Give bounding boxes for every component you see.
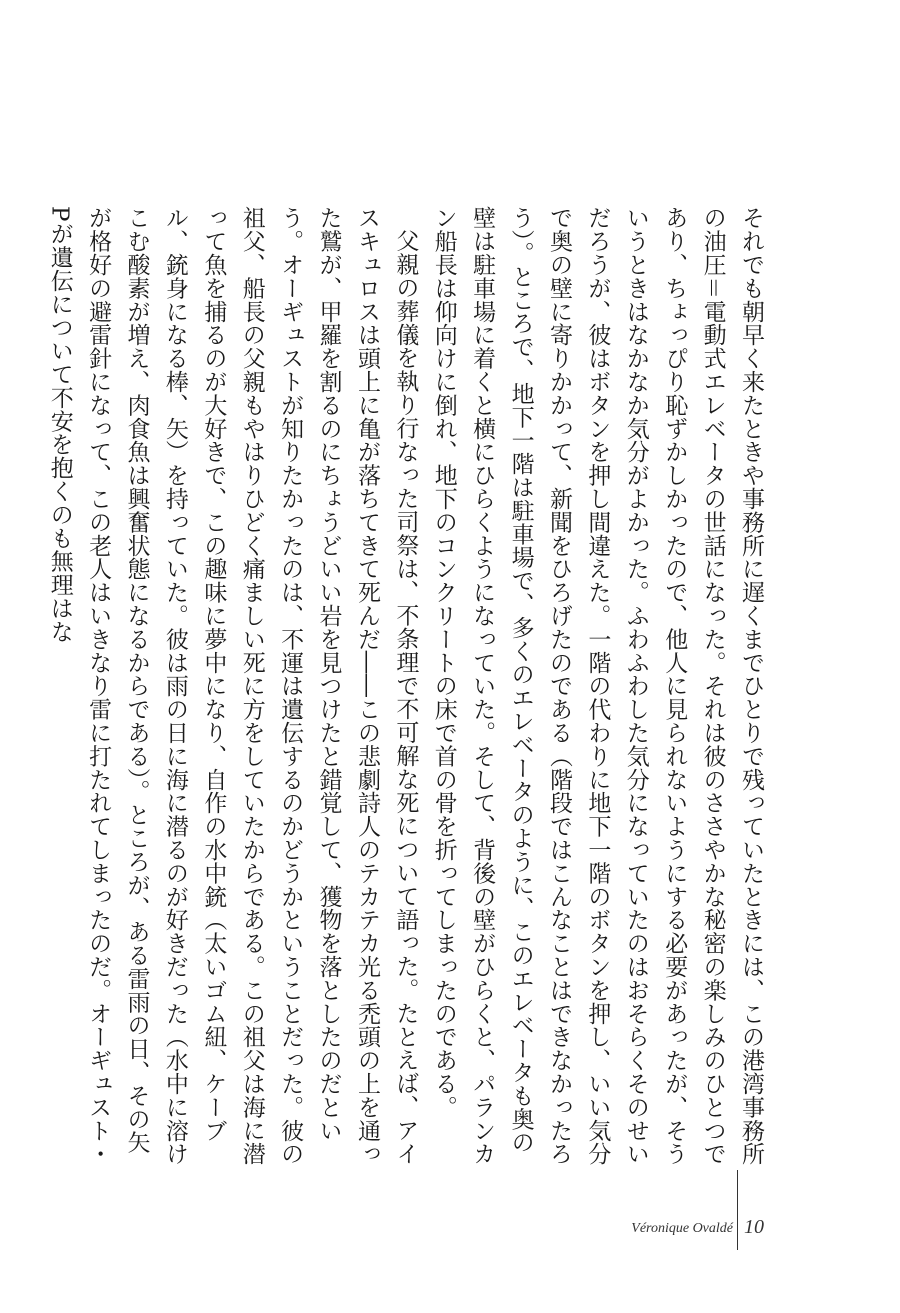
footer-divider (737, 1170, 738, 1250)
paragraph-2: 父親の葬儀を執り行なった司祭は、不条理で不可解な死について語った。たとえば、アイスキュロスは頭上に亀が落ちてきて死んだ――この悲劇詩人のテカテカ光る禿頭の上を通った鷲が、甲羅を割るのにちょうどいい岩を見つけたと錯覚して、獲物を落としたのだという。オーギュストが知りたかったのは、不運は遺伝するのかどうかということだった。彼の祖父、船長の父親もやはりひどく痛ましい死に方をしていたからである。この祖父は海に潜って魚を捕るのが大好きで、この趣味に夢中になり、自作の水中銃（太いゴム紐、ケーブル、銃身になる棒、矢）を持っていた。彼は雨の日に海に潜るのが好きだった（水中に溶けこむ酸素が増え、肉食魚は興奮状態になるからである）。ところが、ある雷雨の日、その矢が格好の避雷針になって、この老人はいきなり雷に打たれてしまったのだ。オーギュスト・Pが遺伝について不安を抱くのも無理はな (46, 206, 419, 1166)
footer-author: Véronique Ovaldé (631, 1221, 733, 1236)
vertical-text-body (40, 206, 770, 1174)
page-number: 10 (744, 1216, 764, 1238)
paragraph-1: それでも朝早く来たときや事務所に遅くまでひとりで残っていたときには、この港湾事務所の油圧＝電動式エレベータの世話になった。それは彼のささやかな秘密の楽しみのひとつであり、ちょっぴり恥ずかしかったので、他人に見られないようにする必要があったが、そういうときはなかなか気分がよかった。ふわふわした気分になっていたのはおそらくそのせいだろうが、彼はボタンを押し間違えた。一階の代わりに地下一階のボタンを押し、いい気分で奥の壁に寄りかかって、新聞をひろげたのである（階段ではこんなことはできなかったろう）。ところで、地下一階は駐車場で、多くのエレベータのように、このエレベータも奥の壁は駐車場に着くと横にひらくようになっていた。そして、背後の壁がひらくと、パランカン船長は仰向けに倒れ、地下のコンクリートの床で首の骨を折ってしまったのである。 (430, 206, 764, 1166)
